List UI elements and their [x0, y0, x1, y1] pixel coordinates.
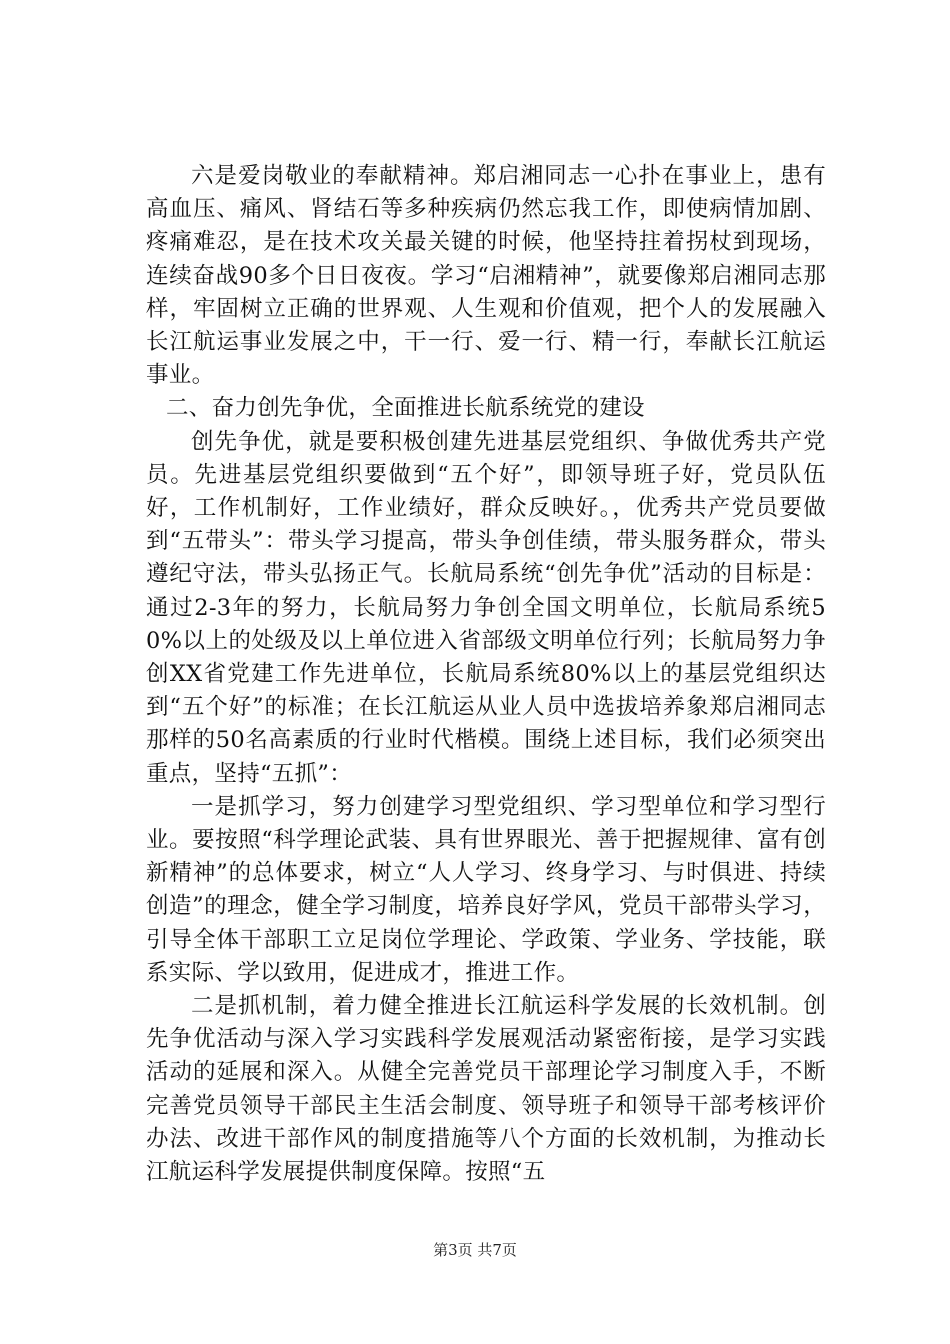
- paragraph-dedication-spirit: 六是爱岗敬业的奉献精神。郑启湘同志一心扑在事业上，患有高血压、痛风、肾结石等多种疾病仍然忘我工作，即使病情加剧、疼痛难忍，是在技术攻关最关键的时候，他坚持拄着拐杖到现场，连续奋战90多个日日夜夜。学习“启湘精神”，就要像郑启湘同志那样，牢固树立正确的世界观、人生观和价值观，把个人的发展融入长江航运事业发展之中，干一行、爱一行、精一行，奉献长江航运事业。: [146, 163, 826, 389]
- paragraph-mechanism: 二是抓机制，着力健全推进长江航运科学发展的长效机制。创先争优活动与深入学习实践科学发展观活动紧密衔接，是学习实践活动的延展和深入。从健全完善党员干部理论学习制度入手，不断完善党员领导干部民主生活会制度、领导班子和领导干部考核评价办法、改进干部作风的制度措施等八个方面的长效机制，为推动长江航运科学发展提供制度保障。按照“五: [146, 993, 826, 1186]
- paragraph-study: 一是抓学习，努力创建学习型党组织、学习型单位和学习型行业。要按照“科学理论武装、具有世界眼光、善于把握规律、富有创新精神”的总体要求，树立“人人学习、终身学习、与时俱进、持续创造”的理念，健全学习制度，培养良好学风，党员干部带头学习，引导全体干部职工立足岗位学理论、学政策、学业务、学技能，联系实际、学以致用，促进成才，推进工作。: [146, 793, 826, 986]
- paragraph-excellence-goals: 创先争优，就是要积极创建先进基层党组织、争做优秀共产党员。先进基层党组织要做到“五个好”，即领导班子好，党员队伍好，工作机制好，工作业绩好，群众反映好。，优秀共产党员要做到“五带头”：带头学习提高，带头争创佳绩，带头服务群众，带头遵纪守法，带头弘扬正气。长航局系统“创先争优”活动的目标是：通过2-3年的努力，长航局努力争创全国文明单位，长航局系统50%以上的处级及以上单位进入省部级文明单位行列；长航局努力争创XX省党建工作先进单位，长航局系统80%以上的基层党组织达到“五个好”的标准；在长江航运从业人员中选拔培养象郑启湘同志那样的50名高素质的行业时代楷模。围绕上述目标，我们必须突出重点，坚持“五抓”：: [146, 428, 826, 787]
- page-footer: 第3页 共7页: [433, 1241, 517, 1259]
- document-body: [146, 160, 826, 1189]
- section-heading: 二、奋力创先争优，全面推进长航系统党的建设: [166, 395, 645, 422]
